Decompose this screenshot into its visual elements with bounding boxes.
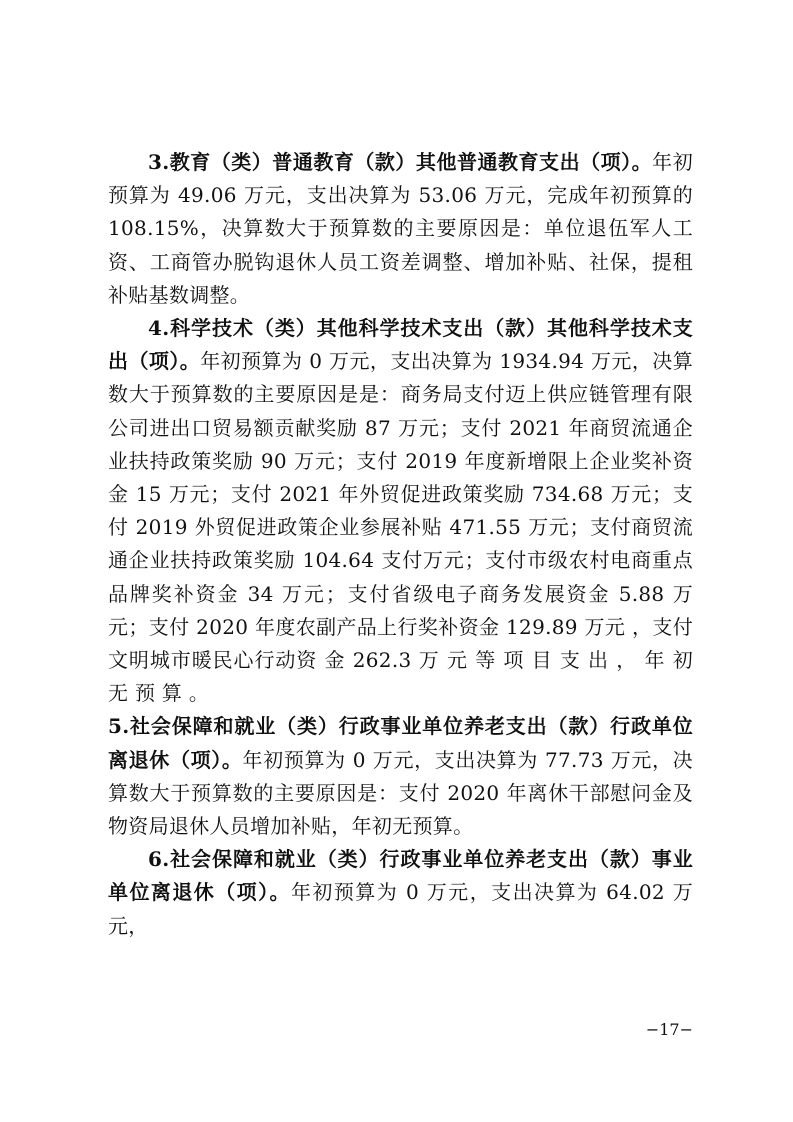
- paragraph-education: [108, 146, 693, 312]
- document-body: [108, 146, 693, 943]
- paragraph-admin-retirement: [108, 710, 693, 843]
- page-number: −17−: [645, 1020, 693, 1039]
- paragraph-body: 年初预算为 0 万元，支出决算为 77.73 万元，决算数大于预算数的主要原因是：支付 2020 年离休干部慰问金及物资局退休人员增加补贴，年初无预算。: [108, 747, 693, 839]
- paragraph-body: 年初预算为 0 万元，支出决算为 64.02 万元，: [108, 880, 693, 938]
- paragraph-heading: 3.教育（类）普通教育（款）其他普通教育支出（项）。: [148, 150, 653, 174]
- paragraph-heading: 6.社会保障和就业（类）行政事业单位养老支出（款）事业单位离退休（项）。: [108, 847, 693, 905]
- paragraph-science: [108, 312, 693, 710]
- paragraph-heading: 5.社会保障和就业（类）行政事业单位养老支出（款）行政单位离退休（项）。: [108, 714, 693, 772]
- paragraph-institution-retirement: [108, 843, 693, 943]
- paragraph-heading: 4.科学技术（类）其他科学技术支出（款）其他科学技术支出（项）。: [108, 316, 693, 374]
- paragraph-body: 年初预算为 49.06 万元，支出决算为 53.06 万元，完成年初预算的108.15%，决算数大于预算数的主要原因是：单位退伍军人工资、工商管办脱钩退休人员工资差调整、增加补贴、社保，提租补贴基数调整。: [108, 150, 693, 307]
- paragraph-body: 年初预算为 0 万元，支出决算为 1934.94 万元，决算数大于预算数的主要原因是是：商务局支付迈上供应链管理有限公司进出口贸易额贡献奖励 87 万元；支付 2021 年商贸流通企业扶持政策奖励 90 万元；支付 2019 年度新增限上企业奖补资金 15 万元；支付 2021 年外贸促进政策奖励 734.68 万元；支付 2019 外贸促进政策企业参展补贴 471.55 万元；支付商贸流通企业扶持政策奖励 104.64 支付万元；支付市级农村电商重点品牌奖补资金 34 万元；支付省级电子商务发展资金 5.88 万元；支付 2020 年度农副产品上行奖补资金 129.89 万元 ，支付文明城市暖民心行动资 金 262.3 万 元 等 项 目 支 出 ， 年 初 无 预 算 。: [108, 349, 694, 706]
